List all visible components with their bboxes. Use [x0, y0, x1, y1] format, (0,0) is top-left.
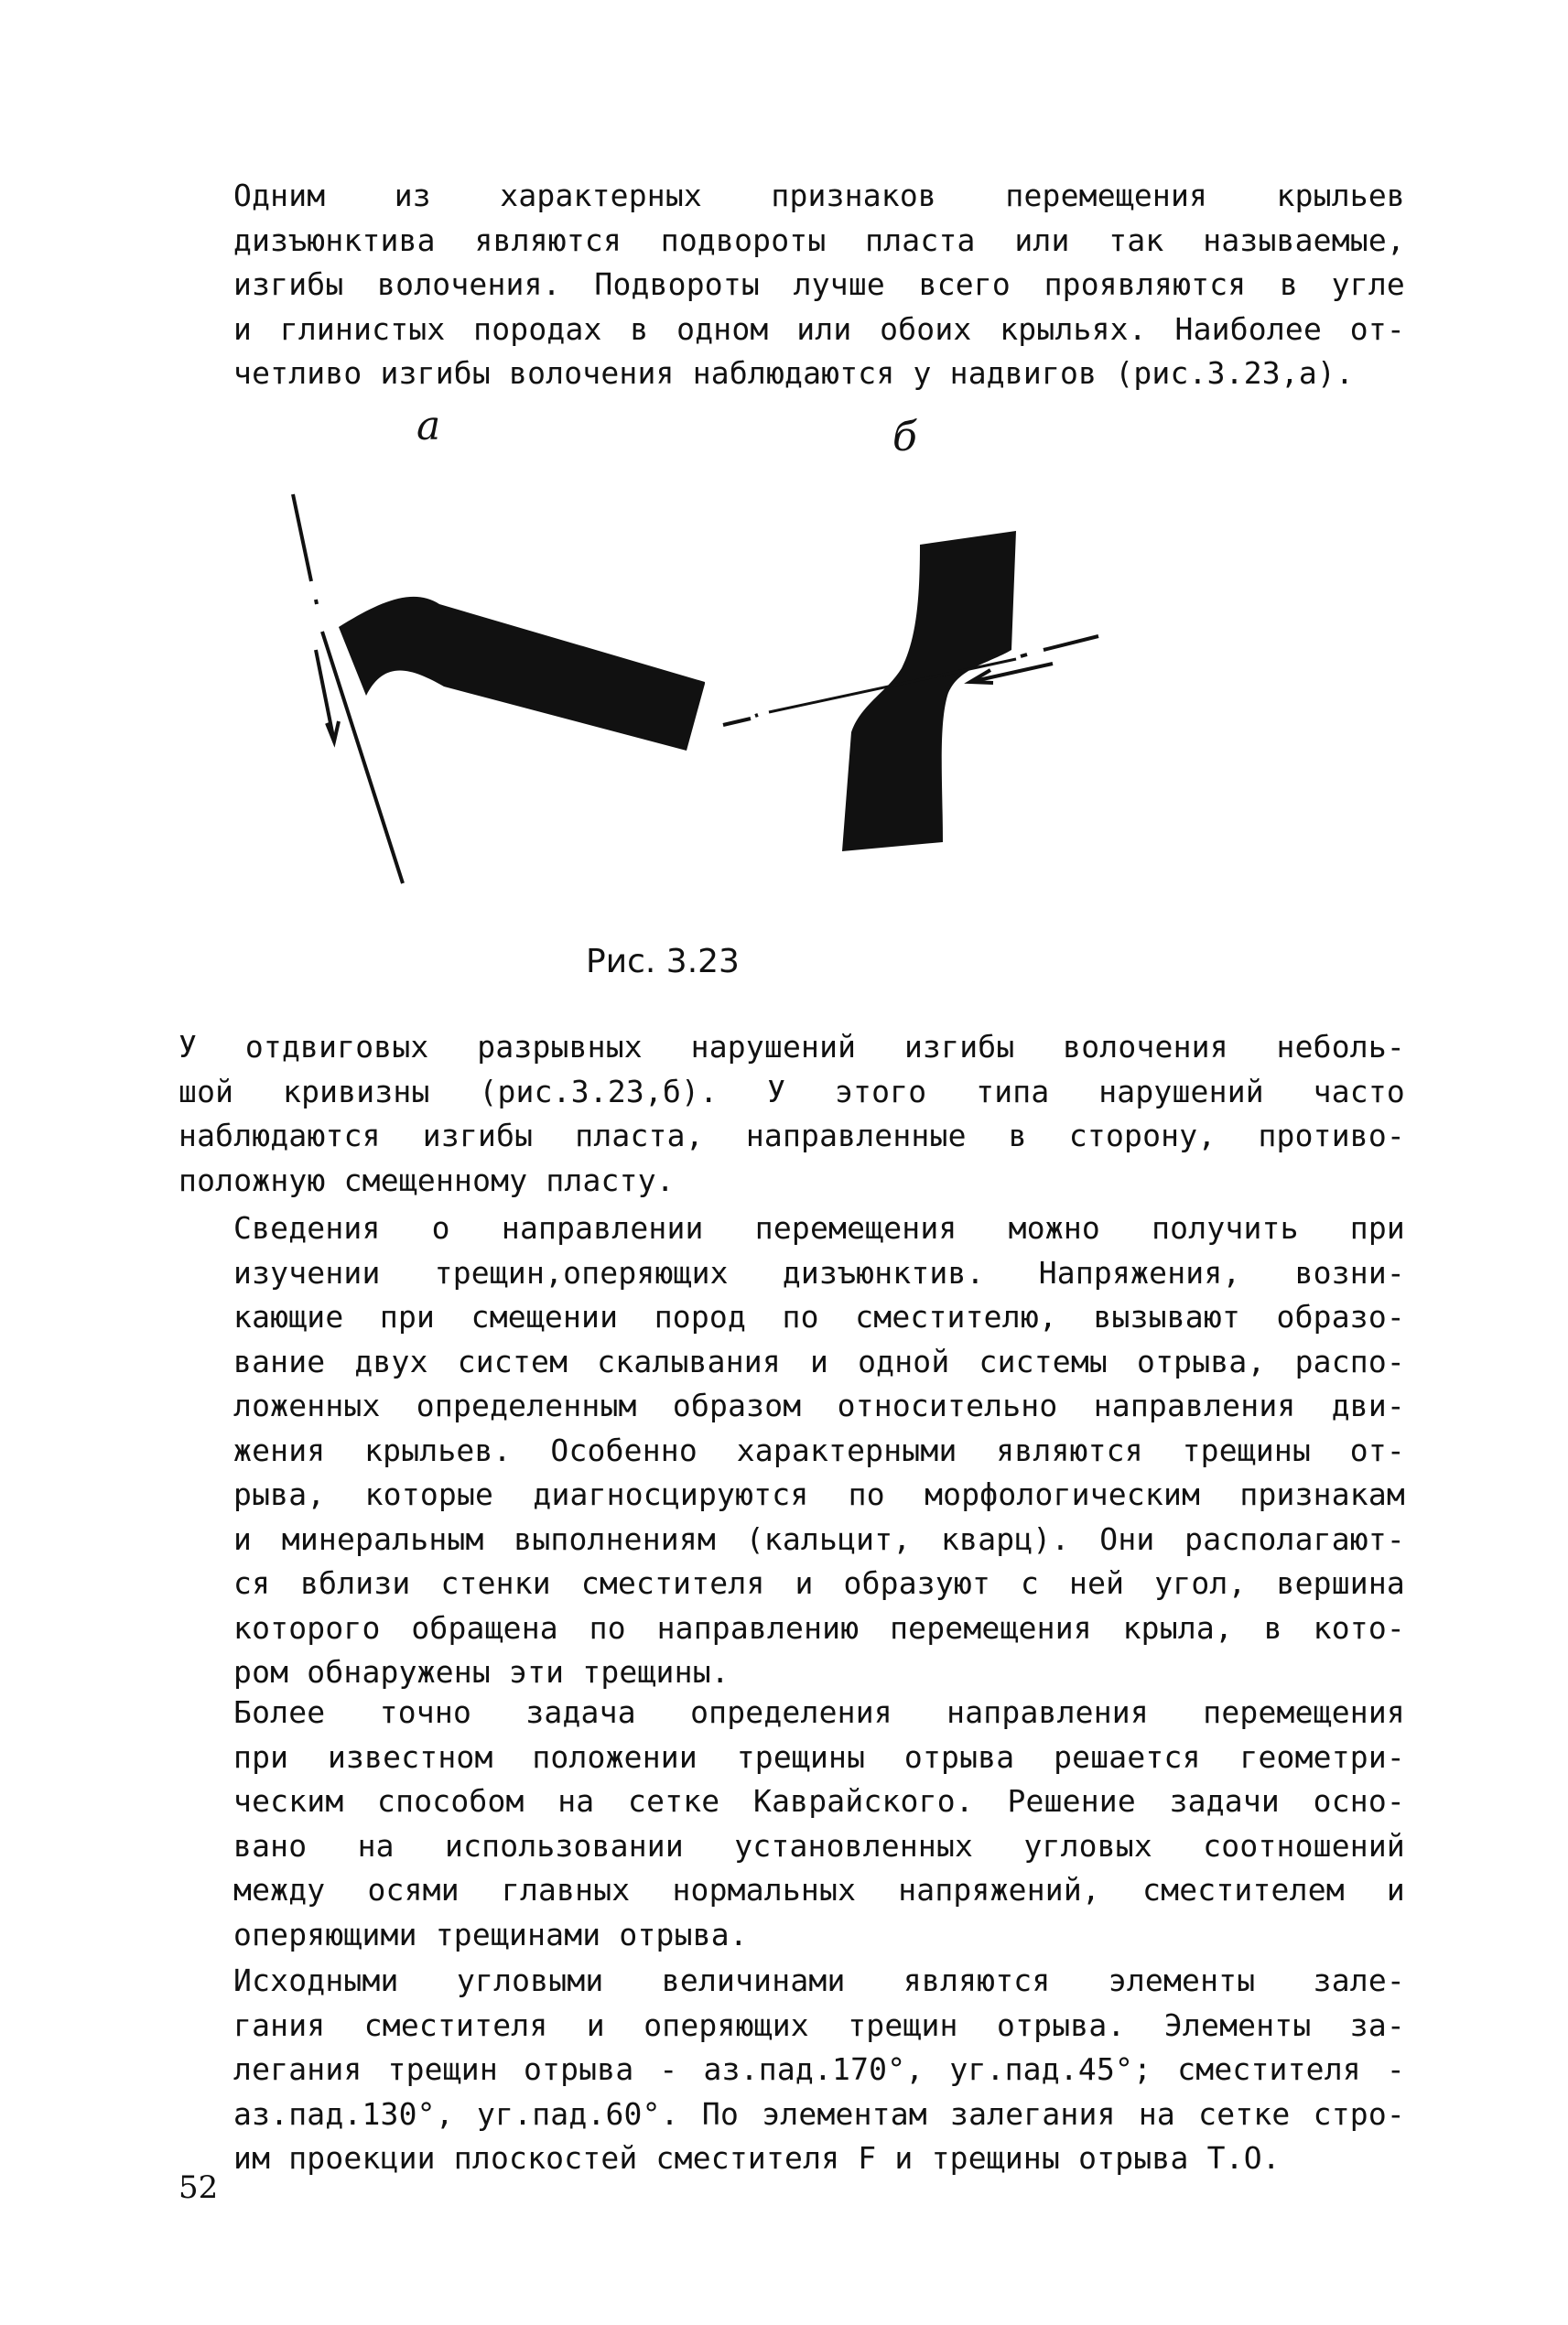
text-line: жения крыльев. Особенно характерными являются трещины от- — [233, 1432, 1405, 1468]
text-line: и минеральным выполнениям (кальцит, кварц). Они располагают- — [233, 1520, 1405, 1557]
text-line: ся вблизи стенки сместителя и образуют с ней угол, вершина — [233, 1565, 1405, 1601]
figure-a-thrust-drag-fold — [293, 494, 705, 883]
text-line: аз.пад.130°, уг.пад.60°. По элементам залегания на сетке стро- — [233, 2095, 1405, 2132]
figure-caption: Рис. 3.23 — [586, 943, 740, 980]
paragraph-1 — [178, 174, 1405, 396]
text-line: вание двух систем скалывания и одной системы отрыва, распо- — [233, 1343, 1405, 1379]
text-line: Более точно задача определения направления перемещения — [233, 1694, 1405, 1730]
text-line: наблюдаются изгибы пласта, направленные в сторону, противо- — [178, 1118, 1405, 1153]
text-line: дизъюнктива являются подвороты пласта или так называемые, — [233, 222, 1405, 258]
text-line: положную смещенному пласту. — [178, 1162, 675, 1198]
paragraph-3 — [178, 1206, 1405, 1695]
text-line: гания сместителя и оперяющих трещин отрыва. Элементы за- — [233, 2006, 1405, 2043]
paragraph-5 — [178, 1959, 1405, 2181]
text-line: рыва, которые диагносцируются по морфологическим признакам — [233, 1476, 1405, 1512]
figure-label-b: б — [892, 414, 917, 460]
figure-label-a: а — [416, 403, 441, 449]
text-line: изучении трещин,оперяющих дизъюнктив. Напряжения, возни- — [233, 1254, 1405, 1291]
paragraph-4 — [178, 1691, 1405, 1957]
text-line: вано на использовании установленных угловых соотношений — [233, 1827, 1405, 1864]
text-line: и глинистых породах в одном или обоих крыльях. Наиболее от- — [233, 310, 1405, 347]
text-line: при известном положении трещины отрыва решается геометри- — [233, 1738, 1405, 1775]
text-line: им проекции плоскостей сместителя F и трещины отрыва Т.О. — [233, 2140, 1281, 2176]
paragraph-2 — [178, 1025, 1405, 1203]
text-line: изгибы волочения. Подвороты лучше всего проявляются в угле — [233, 266, 1405, 302]
text-line: ческим способом на сетке Каврайского. Решение задачи осно- — [233, 1783, 1405, 1819]
text-line: Исходными угловыми величинами являются элементы зале- — [233, 1963, 1405, 1998]
text-line: между осями главных нормальных напряжений, сместителем и — [233, 1872, 1405, 1908]
text-line: Одним из характерных признаков перемещения крыльев — [233, 178, 1405, 213]
text-line: легания трещин отрыва - аз.пад.170°, уг.пад.45°; сместителя - — [233, 2051, 1405, 2087]
text-line: ром обнаружены эти трещины. — [233, 1654, 730, 1690]
text-line: четливо изгибы волочения наблюдаются у надвигов (рис.3.23,а). — [233, 355, 1355, 391]
text-line: кающие при смещении пород по сместителю, вызывают образо- — [233, 1299, 1405, 1335]
text-line: У отдвиговых разрывных нарушений изгибы волочения неболь- — [178, 1029, 1405, 1065]
page-number: 52 — [178, 2169, 219, 2206]
text-line: Сведения о направлении перемещения можно получить при — [233, 1210, 1405, 1246]
text-line: которого обращена по направлению перемещения крыла, в кото- — [233, 1609, 1405, 1646]
figure-3-23-drawing — [275, 476, 1144, 906]
text-line: шой кривизны (рис.3.23,б). У этого типа нарушений часто — [178, 1073, 1405, 1109]
text-line: оперяющими трещинами отрыва. — [233, 1916, 748, 1952]
text-line: ложенных определенным образом относительно направления дви- — [233, 1388, 1405, 1423]
figure-b-strikeslip-drag-fold — [723, 531, 1098, 851]
